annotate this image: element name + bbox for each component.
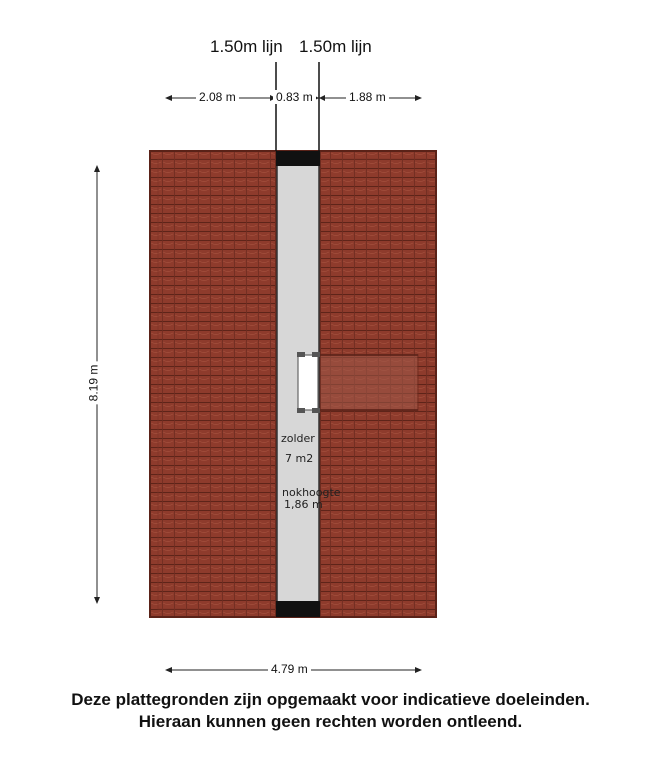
dormer: [320, 355, 418, 410]
dim-top-middle: 0.83 m: [273, 90, 316, 104]
dim-top-right: 1.88 m: [346, 90, 389, 104]
ridge-height-value: 1,86 m: [284, 498, 323, 511]
wall-top: [276, 151, 320, 166]
roof-left: [150, 151, 276, 617]
height-line-right-label: 1.50m lijn: [299, 37, 372, 56]
height-line-left-label: 1.50m lijn: [210, 37, 283, 56]
dim-left-vertical: 8.19 m: [86, 362, 100, 405]
room-name: zolder: [281, 432, 315, 445]
roof-window: [298, 355, 318, 410]
disclaimer-line-1: Deze plattegronden zijn opgemaakt voor indicatieve doeleinden.: [71, 690, 590, 709]
dim-bottom: 4.79 m: [268, 662, 311, 676]
disclaimer-line-2: Hieraan kunnen geen rechten worden ontleend.: [138, 712, 523, 731]
wall-bottom: [276, 601, 320, 617]
room-area: 7 m2: [285, 452, 314, 465]
ridge-height-label: nokhoogte: [282, 486, 341, 499]
dim-top-left: 2.08 m: [196, 90, 239, 104]
